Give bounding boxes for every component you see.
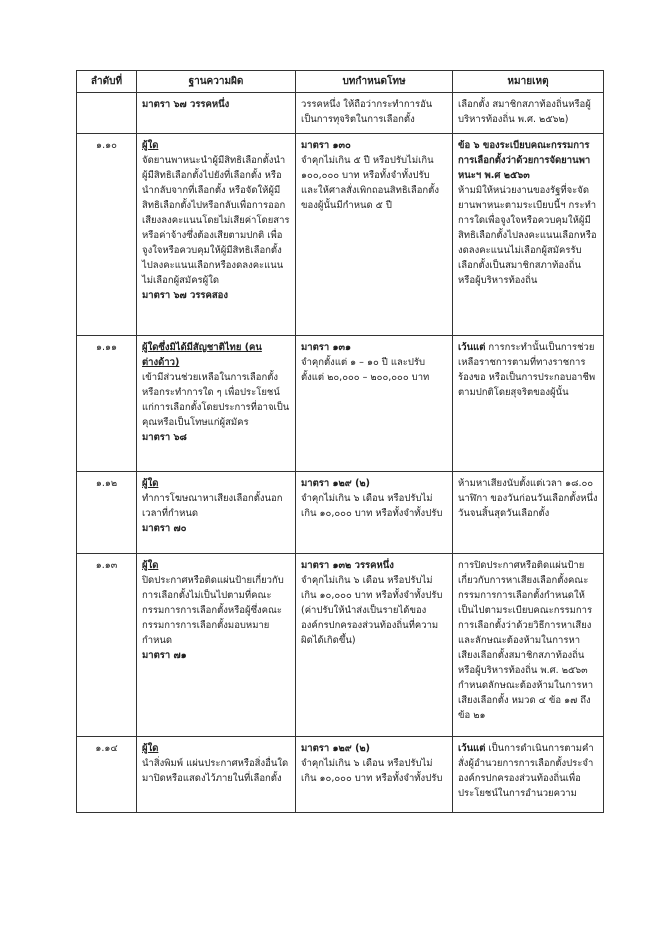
offense-text: ปิดประกาศหรือติดแผ่นป้ายเกี่ยวกับการเลือกตั้งไม่เป็นไปตามที่คณะกรรมการการเลือกตั้งหรือผู้ซึ่งคณะกรรมการการเลือกตั้งมอบหมายกำหนด — [142, 575, 284, 646]
penalty-text: จำคุกตั้งแต่ ๑ – ๑๐ ปี และปรับตั้งแต่ ๒๐,๐๐๐ – ๒๐๐,๐๐๐ บาท — [301, 357, 430, 383]
notes-text: ห้ามมิให้หน่วยงานของรัฐที่จะจัดยานพาหนะตามระเบียบนี้ฯ กระทำการใดเพื่อจูงใจหรือควบคุมให้ผู้มีสิทธิเลือกตั้งไปลงคะแนนเลือกหรืองดลงคะแนนไม่เลือกผู้สมัครรับเลือกตั้งเป็นสมาชิกสภาท้องถิ่น หรือผู้บริหารท้องถิ่น — [458, 185, 597, 286]
offense-text: นำสิ่งพิมพ์ แผ่นประกาศหรือสิ่งอื่นใด มาปิดหรือแสดงไว้ภายในที่เลือกตั้ง — [142, 758, 289, 784]
offense-table — [76, 70, 604, 813]
header-no: ลำดับที่ — [77, 71, 137, 93]
cell-penalty — [296, 737, 453, 813]
cell-notes: เลือกตั้ง สมาชิกสภาท้องถิ่นหรือผู้บริหารท้องถิ่น พ.ศ. ๒๕๖๒) — [453, 93, 604, 134]
offender-label: ผู้ใดซึ่งมิได้มีสัญชาติไทย (คนต่างด้าว) — [142, 342, 262, 368]
penalty-section: มาตรา ๑๓๑ — [301, 342, 352, 353]
header-penalty: บทกำหนดโทษ — [296, 71, 453, 93]
table-row — [77, 737, 604, 813]
penalty-text: จำคุกไม่เกิน ๖ เดือน หรือปรับไม่เกิน ๑๐,๐๐๐ บาท หรือทั้งจำทั้งปรับ — [301, 758, 443, 784]
cell-offense: มาตรา ๖๗ วรรคหนึ่ง — [137, 93, 296, 134]
cell-no: ๑.๑๒ — [77, 472, 137, 554]
cell-offense — [137, 134, 296, 336]
offense-text: เข้ามีส่วนช่วยเหลือในการเลือกตั้ง หรือกระทำการใด ๆ เพื่อประโยชน์แก่การเลือกตั้งโดยประการที่อาจเป็นคุณหรือเป็นโทษแก่ผู้สมัคร — [142, 372, 290, 428]
cell-notes — [453, 134, 604, 336]
offender-label: ผู้ใด — [142, 478, 159, 489]
cell-penalty — [296, 336, 453, 472]
penalty-text: จำคุกไม่เกิน ๕ ปี หรือปรับไม่เกิน ๑๐๐,๐๐๐ บาท หรือทั้งจำทั้งปรับ และให้ศาลสั่งเพิกถอนสิทธิเลือกตั้งของผู้นั้นมีกำหนด ๕ ปี — [301, 155, 439, 211]
penalty-text: จำคุกไม่เกิน ๖ เดือน หรือปรับไม่เกิน ๑๐,๐๐๐ บาท หรือทั้งจำทั้งปรับ — [301, 493, 443, 519]
cell-no: ๑.๑๔ — [77, 737, 137, 813]
notes-title: เว้นแต่ — [458, 743, 486, 754]
header-offense: ฐานความผิด — [137, 71, 296, 93]
cell-no — [77, 93, 137, 134]
cell-penalty — [296, 134, 453, 336]
cell-penalty: วรรคหนึ่ง ให้ถือว่ากระทำการอันเป็นการทุจริตในการเลือกตั้ง — [296, 93, 453, 134]
penalty-section: มาตรา ๑๒๙ (๒) — [301, 478, 371, 489]
notes-title: ข้อ ๖ ของระเบียบคณะกรรมการการเลือกตั้งว่าด้วยการจัดยานพาหนะฯ พ.ศ ๒๕๖๓ — [458, 140, 591, 181]
table-row — [77, 134, 604, 336]
offense-text: ทำการโฆษณาหาเสียงเลือกตั้งนอกเวลาที่กำหนด — [142, 493, 283, 519]
table-row — [77, 472, 604, 554]
cell-offense — [137, 336, 296, 472]
notes-title: เว้นแต่ — [458, 342, 486, 353]
table-row — [77, 336, 604, 472]
notes-text: การกระทำนั้นเป็นการช่วยเหลือราชการตามที่ทางราชการร้องขอ หรือเป็นการประกอบอาชีพตามปกติโดยสุจริตของผู้นั้น — [458, 342, 596, 398]
cell-offense — [137, 737, 296, 813]
penalty-section: มาตรา ๑๓๐ — [301, 140, 351, 151]
cell-no: ๑.๑๐ — [77, 134, 137, 336]
cell-no: ๑.๑๑ — [77, 336, 137, 472]
offense-text: จัดยานพาหนะนำผู้มีสิทธิเลือกตั้งนำผู้มีสิทธิเลือกตั้งไปยังที่เลือกตั้ง หรือนำกลับจากที่เลือกตั้ง หรือจัดให้ผู้มีสิทธิเลือกตั้งไปหรือกลับเพื่อการออกเสียงลงคะแนนโดยไม่เสียค่าโดยสารหรือค่าจ้างซึ่งต้องเสียตามปกติ เพื่อจูงใจหรือควบคุมให้ผู้มีสิทธิเลือกตั้งไปลงคะแนนเลือกหรืองดลงคะแนนไม่เลือกผู้สมัครผู้ใด — [142, 155, 290, 286]
penalty-section: มาตรา ๑๒๙ (๒) — [301, 743, 371, 754]
cell-penalty — [296, 472, 453, 554]
notes-text: ห้ามหาเสียงนับตั้งแต่เวลา ๑๘.๐๐ นาฬิกา ของวันก่อนวันเลือกตั้งหนึ่งวันจนสิ้นสุดวันเลือกตั้ง — [458, 478, 598, 519]
section-ref: มาตรา ๗๑ — [142, 650, 187, 661]
section-ref: มาตรา ๗๐ — [142, 523, 187, 534]
notes-text: เป็นการดำเนินการตามคำสั่งผู้อำนวยการการเลือกตั้งประจำองค์กรปกครองส่วนท้องถิ่นเพื่อประโยชน์ในการอำนวยความ — [458, 743, 594, 799]
penalty-text: จำคุกไม่เกิน ๖ เดือน หรือปรับไม่เกิน ๑๐,๐๐๐ บาท หรือทั้งจำทั้งปรับ (ค่าปรับให้นำส่งเป็นรายได้ขององค์กรปกครองส่วนท้องถิ่นที่ความผิดได้เกิดขึ้น) — [301, 575, 443, 646]
cell-no: ๑.๑๓ — [77, 554, 137, 737]
offender-label: ผู้ใด — [142, 743, 159, 754]
cell-notes — [453, 554, 604, 737]
table-row-continuation — [77, 93, 604, 134]
cell-notes — [453, 472, 604, 554]
table-row — [77, 554, 604, 737]
cell-notes — [453, 737, 604, 813]
offender-label: ผู้ใด — [142, 140, 159, 151]
cell-notes — [453, 336, 604, 472]
table-header-row — [77, 71, 604, 93]
cell-offense — [137, 472, 296, 554]
cell-offense — [137, 554, 296, 737]
penalty-section: มาตรา ๑๓๒ วรรคหนึ่ง — [301, 560, 394, 571]
section-ref: มาตรา ๖๘ — [142, 432, 187, 443]
header-notes: หมายเหตุ — [453, 71, 604, 93]
offender-label: ผู้ใด — [142, 560, 159, 571]
notes-text: การปิดประกาศหรือติดแผ่นป้ายเกี่ยวกับการหาเสียงเลือกตั้งคณะกรรมการการเลือกตั้งกำหนดให้เป็นไปตามระเบียบคณะกรรมการการเลือกตั้งว่าด้วยวิธีการหาเสียงและลักษณะต้องห้ามในการหาเสียงเลือกตั้งสมาชิกสภาท้องถิ่นหรือผู้บริหารท้องถิ่น พ.ศ. ๒๕๖๓ กำหนดลักษณะต้องห้ามในการหาเสียงเลือกตั้ง หมวด ๔ ข้อ ๑๗ ถึงข้อ ๒๑ — [458, 560, 594, 721]
cell-penalty — [296, 554, 453, 737]
section-ref: มาตรา ๖๗ วรรคสอง — [142, 290, 229, 301]
